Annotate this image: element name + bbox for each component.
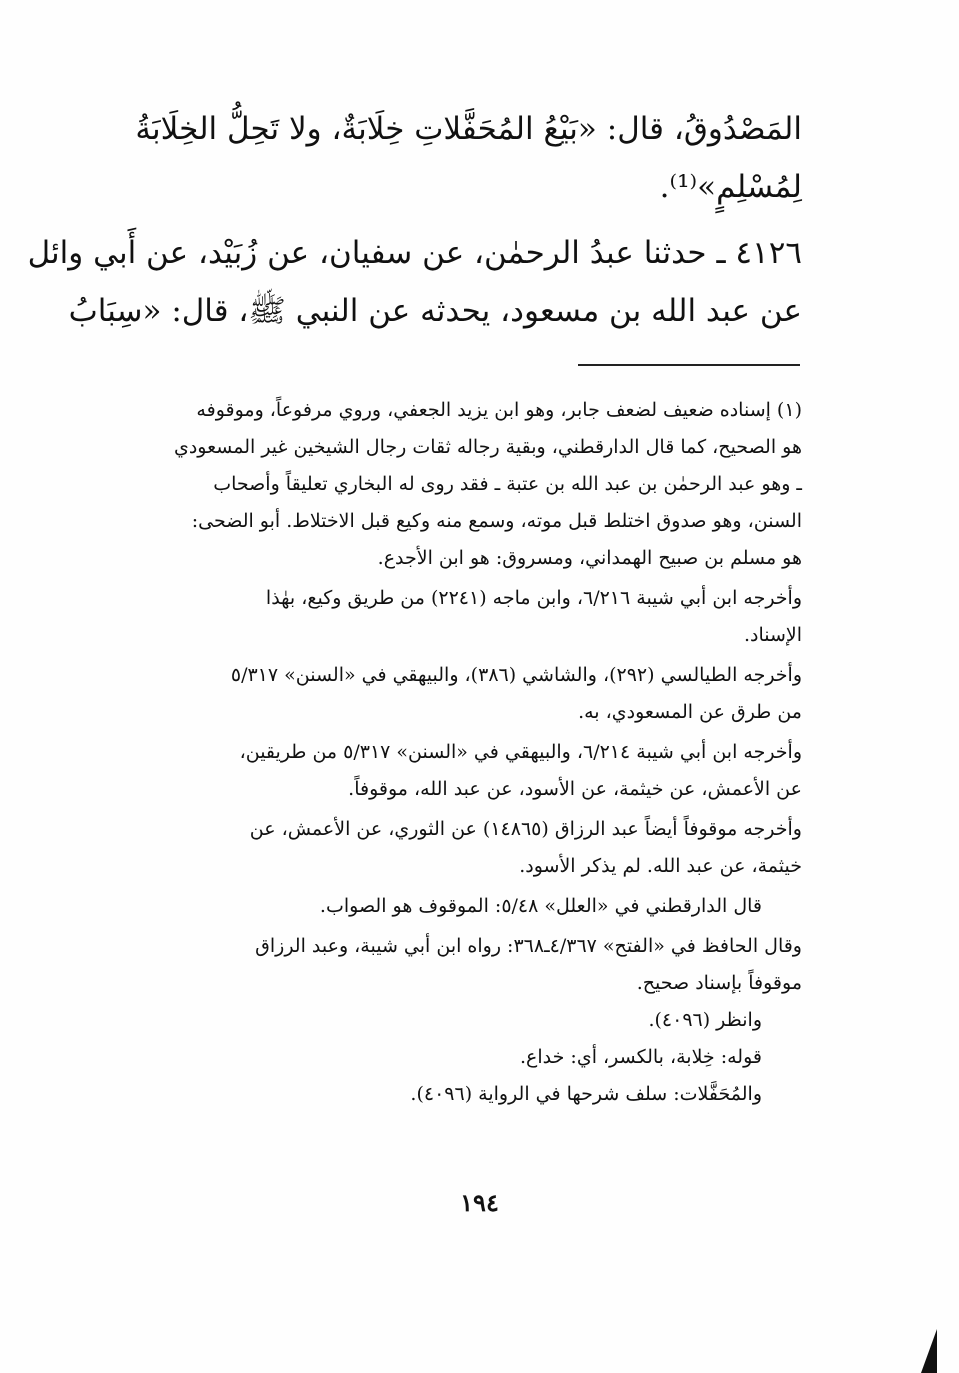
footnotes <box>104 392 802 1113</box>
footnote-line: وأخرجه ابن أبي شيبة ٦/٢١٤، والبيهقي في «السنن» ٥/٣١٧ من طريقين، <box>239 741 802 763</box>
footnote-line: وقال الحافظ في «الفتح» ٤/٣٦٧ـ٣٦٨: رواه ابن أبي شيبة، وعبد الرزاق <box>255 935 802 957</box>
footnote-line: الإسناد. <box>743 624 802 646</box>
page-number: ١٩٤ <box>460 1188 499 1217</box>
hadith-4126-line: ٤١٢٦ ـ حدثنا عبدُ الرحمٰن، عن سفيان، عن زُبَيْد، عن أَبي وائل <box>27 235 802 271</box>
footnote-line: (١) إسناده ضعيف لضعف جابر، وهو ابن يزيد الجعفي، وروي مرفوعاً، وموقوفه <box>196 399 802 421</box>
footnote-line: وأخرجه الطيالسي (٢٩٢)، والشاشي (٣٨٦)، والبيهقي في «السنن» ٥/٣١٧ <box>230 664 802 686</box>
main-text-line: لِمُسْلِمٍ»⁽¹⁾. <box>659 169 802 205</box>
main-text <box>27 100 802 340</box>
footnote-line: خيثمة، عن عبد الله. لم يذكر الأسود. <box>519 855 802 877</box>
footnote-line: موقوفاً بإسناد صحيح. <box>636 972 802 994</box>
footnote-line: والمُحَفَّلات: سلف شرحها في الرواية (٤٠٩٦). <box>410 1083 762 1105</box>
footnote-line: قوله: خِلابة، بالكسر، أي: خداع. <box>520 1046 762 1068</box>
main-text-line: عن عبد الله بن مسعود، يحدثه عن النبي ﷺ، قال: «سِبَابُ <box>68 293 802 329</box>
page-corner-mark <box>921 1329 937 1373</box>
footnote-line: قال الدارقطني في «العلل» ٥/٤٨: الموقوف هو الصواب. <box>319 895 762 917</box>
footnote-line: السنن، وهو صدوق اختلط قبل موته، وسمع منه وكيع قبل الاختلاط. أبو الضحى: <box>191 510 802 532</box>
footnote-line: وانظر (٤٠٩٦). <box>648 1009 762 1031</box>
footnote-separator <box>578 364 800 366</box>
footnote-line: عن الأعمش، عن خيثمة، عن الأسود، عن عبد الله، موقوفاً. <box>348 778 802 800</box>
footnote-line: هو مسلم بن صبيح الهمداني، ومسروق: هو ابن الأجدع. <box>377 547 802 569</box>
footnote-line: وأخرجه ابن أبي شيبة ٦/٢١٦، وابن ماجه (٢٢٤١) من طريق وكيع، بهٰذا <box>265 587 802 609</box>
footnote-line: هو الصحيح، كما قال الدارقطني، وبقية رجاله ثقات رجال الشيخين غير المسعودي <box>173 436 802 458</box>
footnote-line: من طرق عن المسعودي، به. <box>578 701 802 723</box>
footnote-line: وأخرجه موقوفاً أيضاً عبد الرزاق (١٤٨٦٥) عن الثوري، عن الأعمش، عن <box>249 818 802 840</box>
main-text-line: المَصْدُوقُ، قال: «بَيْعُ المُحَفَّلاتِ خِلَابَةٌ، ولا تَحِلُّ الخِلَابَةُ <box>135 111 802 147</box>
footnote-line: ـ وهو عبد الرحمٰن بن عبد الله بن عتبة ـ فقد روى له البخاري تعليقاً وأصحاب <box>213 473 802 495</box>
